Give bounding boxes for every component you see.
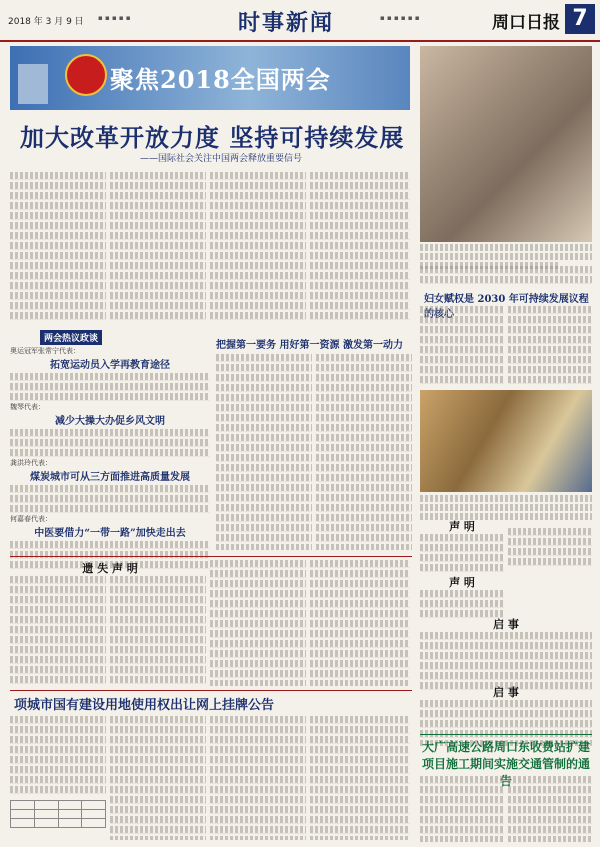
notice-right-1b [508, 518, 592, 578]
briefs-tag: 两会热议政谈 [40, 330, 102, 345]
editor-line: ▪ ▪ ▪ ▪ ▪ [98, 14, 131, 22]
brief-title: 煤炭城市可从三方面推进高质量发展 [30, 472, 190, 483]
lost-notice-col2 [110, 576, 206, 686]
land-notice-col1 [10, 716, 106, 796]
brief-1 [10, 346, 210, 401]
divider [10, 690, 412, 691]
page-header [0, 0, 600, 42]
lead-body-col2 [110, 172, 206, 322]
lead-headline: 加大改革开放力度 坚持可持续发展 [20, 123, 405, 152]
banner-title: 聚焦2018全国两会 [110, 65, 331, 94]
lead-body-col4 [310, 172, 410, 322]
land-notice-col3 [210, 716, 306, 840]
lead-body-col3 [210, 172, 306, 322]
highway-notice-col2 [508, 776, 592, 842]
brief-3 [10, 458, 210, 513]
lost-notice-col1 [10, 576, 106, 686]
news-photo-exhibition [420, 390, 592, 492]
issue-date: 2018 年 3 月 9 日 [8, 17, 84, 27]
right-top-text [420, 266, 592, 284]
notice-right-4 [420, 684, 592, 746]
land-notice-col4 [310, 716, 410, 840]
column-decoration [18, 64, 48, 104]
national-emblem-icon [65, 54, 107, 96]
notice-title: 启 事 [493, 618, 519, 631]
highway-notice-title: 大广高速公路周口东收费站扩建项目施工期间实施交通管制的通告 [421, 740, 590, 788]
brief-kicker: 魏琴代表： [10, 403, 45, 411]
right-news-col1 [420, 306, 504, 386]
notice-title: 启 事 [493, 686, 519, 699]
section-title: 时事新闻 [238, 10, 335, 36]
paper-name: 周口日报 [492, 13, 560, 33]
brief-2 [10, 402, 210, 457]
contact-line: ▪ ▪ ▪ ▪ ▪ ▪ [380, 14, 420, 22]
page-number: 7 [565, 4, 595, 34]
notice-title: 遗 失 声 明 [82, 562, 138, 575]
brief-kicker: 龚洪玲代表： [10, 459, 52, 467]
right-news-title: 妇女赋权是 2030 年可持续发展议程的核心 [424, 294, 589, 320]
two-sessions-banner [10, 46, 410, 110]
lost-notice-col4 [310, 560, 410, 686]
notice-right-3 [420, 616, 592, 690]
lead-body-col1 [10, 172, 106, 322]
notice-right-1 [420, 518, 504, 574]
brief-kicker: 奥运冠军张常宁代表： [10, 347, 80, 355]
center-feature-col2 [316, 354, 412, 550]
land-parcel-table [10, 800, 106, 828]
land-notice-title: 项城市国有建设用地使用权出让网上挂牌公告 [14, 698, 275, 713]
right-news-col2 [508, 306, 592, 386]
lost-notice [60, 560, 160, 576]
lead-subhead: ——国际社会关注中国两会释放重要信号 [140, 154, 303, 164]
lost-notice-col3 [210, 560, 306, 686]
center-feature-col1 [216, 354, 312, 550]
brief-kicker: 何嘉春代表： [10, 515, 52, 523]
land-notice-col2 [110, 716, 206, 840]
brief-title: 中医要借力“一带一路”加快走出去 [34, 528, 186, 539]
divider [420, 734, 592, 735]
notice-title: 声 明 [449, 576, 475, 589]
notice-title: 声 明 [449, 520, 475, 533]
highway-notice-col1 [420, 776, 504, 842]
brief-title: 减少大操大办促乡风文明 [55, 416, 165, 427]
center-feature-headline: 把握第一要务 用好第一资源 激发第一动力 [216, 340, 403, 351]
news-photo-elders [420, 46, 592, 242]
notice-right-2 [420, 574, 504, 620]
brief-title: 拓宽运动员入学再教育途径 [50, 360, 170, 371]
divider [10, 556, 412, 557]
